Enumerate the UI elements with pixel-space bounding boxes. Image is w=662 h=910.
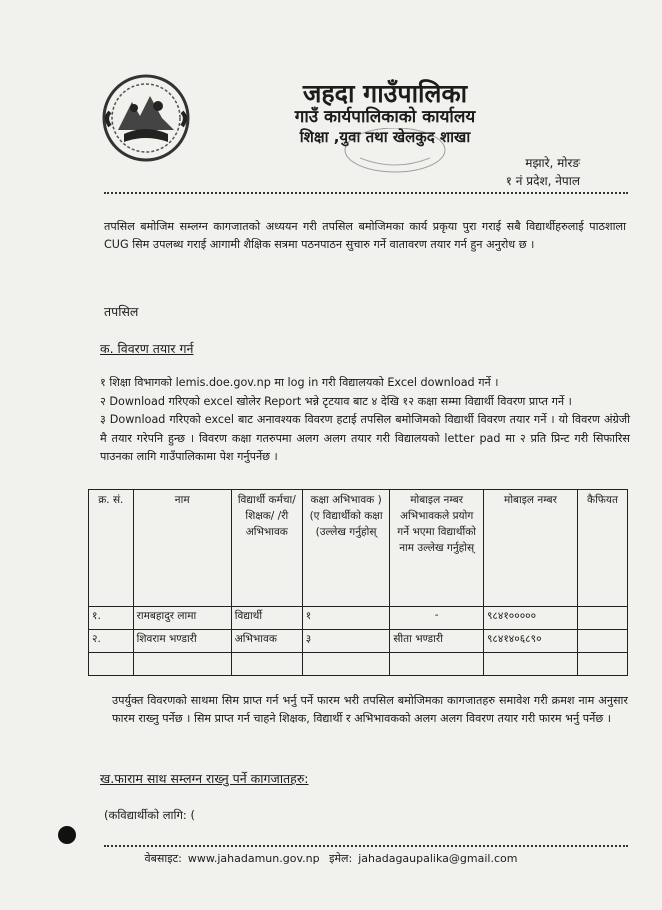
- col-header-name: नाम: [133, 490, 231, 607]
- table-row: [89, 653, 628, 676]
- for-student-label: (कविद्यार्थीको लागि: (: [104, 808, 195, 822]
- office-name: गाउँ कार्यपालिकाको कार्यालय: [294, 107, 476, 127]
- instruction-item-3: ३ Download गरिएको excel बाट अनावश्यक विवरण हटाई तपसिल बमोजिमको विद्यार्थी विवरण तयार गर्ने । यो विवरण अंग्रेजी मै तयार गरेपनि हुन्छ । विवरण कक्षा गतरुपमा अलग अलग तयार गरी विद्यालयको letter pad मा २ प्रति प्रिन्ट गरी सिफारिस पाउनका लागि गाउँपालिकामा पेश गर्नुपर्नेछ ।: [100, 413, 630, 463]
- col-header-guardian-mobile: मोबाइल नम्बर अभिभावकले प्रयोग गर्ने भएमा विद्यार्थीको नाम उल्लेख गर्नुहोस्: [390, 490, 484, 607]
- address-line-2: १ नं प्रदेश, नेपाल: [505, 174, 580, 188]
- header-divider: [104, 192, 628, 194]
- cell-serial: [89, 653, 134, 676]
- address-line-1: मझारे, मोरङ: [525, 156, 580, 170]
- col-header-class: कक्षा अभिभावक ) (ए विद्यार्थीको कक्षा (उल्लेख गर्नुहोस्: [302, 490, 390, 607]
- table-header-row: [89, 490, 628, 607]
- cell-type: विद्यार्थी: [231, 607, 302, 630]
- nepal-emblem-logo: [100, 72, 192, 164]
- section-name: शिक्षा ,युवा तथा खेलकुद शाखा: [299, 128, 471, 146]
- cell-name: रामबहादुर लामा: [133, 607, 231, 630]
- section-heading-ka: क. विवरण तयार गर्न: [100, 341, 194, 356]
- table-row: [89, 630, 628, 653]
- punch-hole-mark: [58, 826, 76, 844]
- cell-type: अभिभावक: [231, 630, 302, 653]
- instruction-list: [100, 374, 630, 467]
- cell-mobile: [483, 653, 577, 676]
- details-table: [88, 489, 628, 676]
- cell-serial: २.: [89, 630, 134, 653]
- instruction-item-2: २ Download गरिएको excel खोलेर Report भन्ने टृटयाव बाट ४ देखि १२ कक्षा सम्मा विद्यार्थी विवरण प्राप्त गर्ने ।: [100, 394, 572, 408]
- cell-remarks: [578, 630, 628, 653]
- cell-class: १: [302, 607, 390, 630]
- cell-class: ३: [302, 630, 390, 653]
- footer-divider: [104, 845, 628, 847]
- col-header-mobile: मोबाइल नम्बर: [483, 490, 577, 607]
- col-header-type: विद्यार्थी कर्मचा/शिक्षक/ /री अभिभावक: [231, 490, 302, 607]
- footer-contact: [0, 851, 662, 866]
- instruction-item-1: १ शिक्षा विभागको lemis.doe.gov.np मा log in गरी विद्यालयको Excel download गर्ने ।: [100, 376, 499, 389]
- table-row: [89, 607, 628, 630]
- col-header-serial: क्र. सं.: [89, 490, 134, 607]
- cell-remarks: [578, 607, 628, 630]
- col-header-remarks: कैफियत: [578, 490, 628, 607]
- cell-guardian-mobile: -: [390, 607, 484, 630]
- municipality-title: जहदा गाउँपालिका: [302, 79, 468, 108]
- after-table-paragraph: उपर्युक्त विवरणको साथमा सिम प्राप्त गर्न भर्नु पर्ने फारम भरी तपसिल बमोजिमका कागजातहरु समावेश गरी क्रमश नाम अनुसार फारम राख्नु पर्नेछ । सिम प्राप्त गर्न चाहने शिक्षक, विद्यार्थी र अभिभावकको अलग अलग विवरण तयार गरी फारम भर्नु पर्नेछ ।: [112, 694, 628, 725]
- email-link[interactable]: jahadagaupalika@gmail.com: [358, 852, 518, 865]
- website-label: वेबसाइट:: [144, 852, 182, 865]
- intro-paragraph: तपसिल बमोजिम सम्लग्न कागजातको अध्ययन गरी तपसिल बमोजिमका कार्य प्रकृया पुरा गराई सबै विद्यार्थीहरुलाई पाठशाला CUG सिम उपलब्ध गराई आगामी शैक्षिक सत्रमा पठनपाठन सुचारु गर्ने वातावरण तयार गर्न हुन अनुरोध छ ।: [104, 220, 626, 251]
- section-heading-kha: ख.फाराम साथ सम्लग्न राख्नु पर्ने कागजातहरु:: [100, 771, 309, 786]
- office-stamp: [340, 128, 450, 180]
- cell-mobile: ९८४१०००००: [483, 607, 577, 630]
- cell-name: [133, 653, 231, 676]
- website-link[interactable]: www.jahadamun.gov.np: [187, 852, 320, 865]
- cell-serial: १.: [89, 607, 134, 630]
- tapasil-label: तपसिल: [104, 304, 139, 319]
- cell-guardian-mobile: सीता भण्डारी: [390, 630, 484, 653]
- cell-remarks: [578, 653, 628, 676]
- cell-mobile: ९८४१४०६८९०: [483, 630, 577, 653]
- cell-type: [231, 653, 302, 676]
- cell-class: [302, 653, 390, 676]
- cell-name: शिवराम भण्डारी: [133, 630, 231, 653]
- email-label: इमेल:: [329, 852, 353, 865]
- cell-guardian-mobile: [390, 653, 484, 676]
